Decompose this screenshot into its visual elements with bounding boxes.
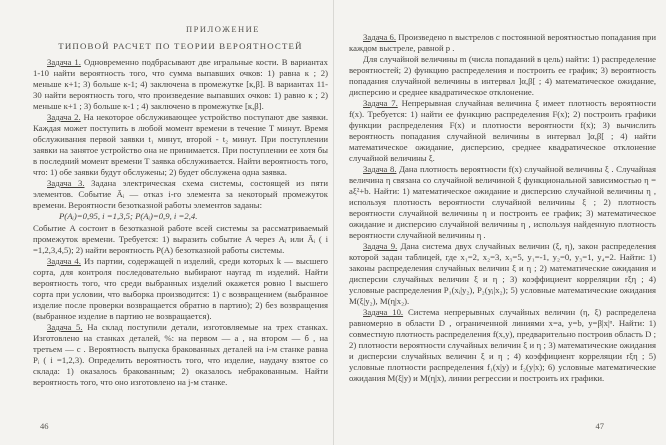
problem-label: Задача 1. <box>47 57 81 67</box>
problem-text: Одновременно подбрасывают две игральные кости. В вариантах 1-10 найти вероятность того, что сумма выпавших очков: 1) равна к ; 2) меньше к+1; 3) больше к-1; 4) заключена в промежутке [к,β]. В вариантах 11-30 найти вероятность того, что произведение выпавших очков: 1) равно к ; 2) меньше к+1 ; 3) больше к-1 ; 4) заключено в промежутке [к,β]. <box>33 57 328 111</box>
problem-2 <box>33 112 328 178</box>
problem-7 <box>349 98 656 164</box>
document-title: ТИПОВОЙ РАСЧЕТ ПО ТЕОРИИ ВЕРОЯТНОСТЕЙ <box>58 41 303 51</box>
page-right <box>333 0 666 445</box>
problem-3-formula: P(Aᵢ)=0,95, i =1,3,5; P(Aᵢ)=0,9, i =2,4. <box>59 211 198 221</box>
problem-4 <box>33 256 328 322</box>
problem-label: Задача 2. <box>47 112 81 122</box>
problem-9 <box>349 241 656 307</box>
problem-text: Задана электрическая схема системы, состоящей из пяти элементов. Событие Āᵢ — отказ i-го элемента за некоторый промежуток времени. Вероятности безотказной работы элементов заданы: <box>33 178 328 210</box>
problem-8 <box>349 164 656 241</box>
problem-text: Непрерывная случайная величина ξ имеет плотность вероятности f(x). Требуется: 1) найти ее функцию распределения F(x); 2) построить графики функции распределения F(x) и плотности вероятности f(x); 3) вычислить вероятность попадания случайной величины в интервал ]α,β[ ; 4) найти математическое ожидание, дисперсию, среднее квадратическое отклонение случайной величины ξ. <box>349 98 656 163</box>
problem-text: Произведено n выстрелов с постоянной вероятностью попадания при каждом выстреле, равной p . <box>349 32 656 53</box>
problem-text: На некоторое обслуживающее устройство поступают две заявки. Каждая может поступить в любой момент времени в течение T минут. Время обслуживания первой заявки t₁ минут, второй - t₂ минут. При поступлении заявки на занятое устройство она не принимается. При поступлении ее хотя бы в последний момент времени T заявка обслуживается. Найти вероятность того, что: 1) обе заявки будут обслужены; 2) будет обслужена одна заявка. <box>33 112 328 177</box>
problem-6 <box>349 32 656 54</box>
problem-label: Задача 3. <box>47 178 85 188</box>
problem-label: Задача 4. <box>47 255 81 266</box>
problem-text: Из партии, содержащей n изделий, среди которых k — высшего сорта, для контроля последовательно выбирают наугад m изделий. Найти вероятность того, что среди выбранных изделий окажется ровно l высшего сорта при условии, что выборка производится: 1) с возвращением (выбранное изделие после проверки возвращается обратно в партию); 2) без возвращения (выбранное изделие в партию не возвращается). <box>33 255 328 321</box>
running-header: ПРИЛОЖЕНИЕ <box>186 24 260 34</box>
problem-3 <box>33 178 328 211</box>
problem-text: Дана плотность вероятности f(x) случайной величины ξ . Случайная величина η связана со случайной величиной ξ функциональной зависимостью η = aξ²+b. Найти: 1) математическое ожидание и дисперсию случайной величины η , используя плотность вероятности случайной величины ξ ; 2) плотность вероятности случайной величины η и построить ее график; 3) математическое ожидание и дисперсию случайной величины η , используя найденную плотность вероятности случайной величины η . <box>349 164 656 240</box>
problem-6-continuation: Для случайной величины m (числа попаданий в цель) найти: 1) распределение вероятностей; 2) функцию распределения и построить ее график; 3) вероятность попадания случайной величины в интервал ]α,β[ ; 4) математическое ожидание, дисперсию и среднее квадратическое отклонение. <box>349 54 656 97</box>
page-number: 46 <box>40 421 49 431</box>
problem-label: Задача 9. <box>363 241 398 251</box>
problem-label: Задача 10. <box>363 307 404 317</box>
problem-label: Задача 6. <box>363 32 397 42</box>
problem-text: На склад поступили детали, изготовляемые на трех станках. Изготовлено на станках деталей, %: на первом — a , на втором — б , на третьем — c . Вероятность выпуска бракованных деталей на i-м станке равна Pᵢ ( i =1,2,3). Определить вероятность того, что изделие, наудачу взятое со склада: 1) оказалось бракованным; 2) оказалось небракованным. Найти вероятность того, что оно изготовлено на j-м станке. <box>33 321 328 387</box>
problem-text: Система непрерывных случайных величин (η, ξ) распределена равномерно в области D , ограниченной линиями x=a, y=b, y=β|x|ᵅ. Найти: 1) совместную плотность распределения f(x,y), предварительно построив область D ; 2) плотности вероятности случайных величин ξ и η ; 3) математические ожидания и дисперсии случайных величин ξ и η ; 4) коэффициент корреляции rξη ; 5) условные плотности распределения f₁(x|y) и f₂(y|x); 6) условные математические ожидания M(ξ|y) и M(η|x), линии регрессии и построить их графики. <box>349 307 656 383</box>
problem-10 <box>349 307 656 384</box>
problem-label: Задача 5. <box>47 321 83 332</box>
problem-3-continuation: Событие A состоит в безотказной работе всей системы за рассматриваемый промежуток времени. Требуется: 1) выразить событие A через Aᵢ или Āᵢ ( i =1,2,3,4,5); 2) найти вероятность P(A) безотказной работы системы. <box>33 222 328 255</box>
problem-5 <box>33 322 328 388</box>
problem-text: Дана система двух случайных величин (ξ, η), закон распределения которой задан таблицей, где x₁=2, x₂=3, x₃=5, y₁=-1, y₂=0, y₃=1, y₄=2. Найти: 1) законы распределения случайных величин ξ и η ; 2) математические ожидания и дисперсии случайных величин ξ и η ; 3) коэффициент корреляции rξη ; 4) условные распределения P₁(xᵢ|y₂), P₂(yⱼ|x₂); 5) условные математические ожидания M(ξ|y₂), M(η|x₂). <box>349 241 656 306</box>
page-number: 47 <box>595 421 604 431</box>
problem-1 <box>33 57 328 112</box>
problem-label: Задача 7. <box>363 98 398 108</box>
problem-label: Задача 8. <box>363 164 397 174</box>
